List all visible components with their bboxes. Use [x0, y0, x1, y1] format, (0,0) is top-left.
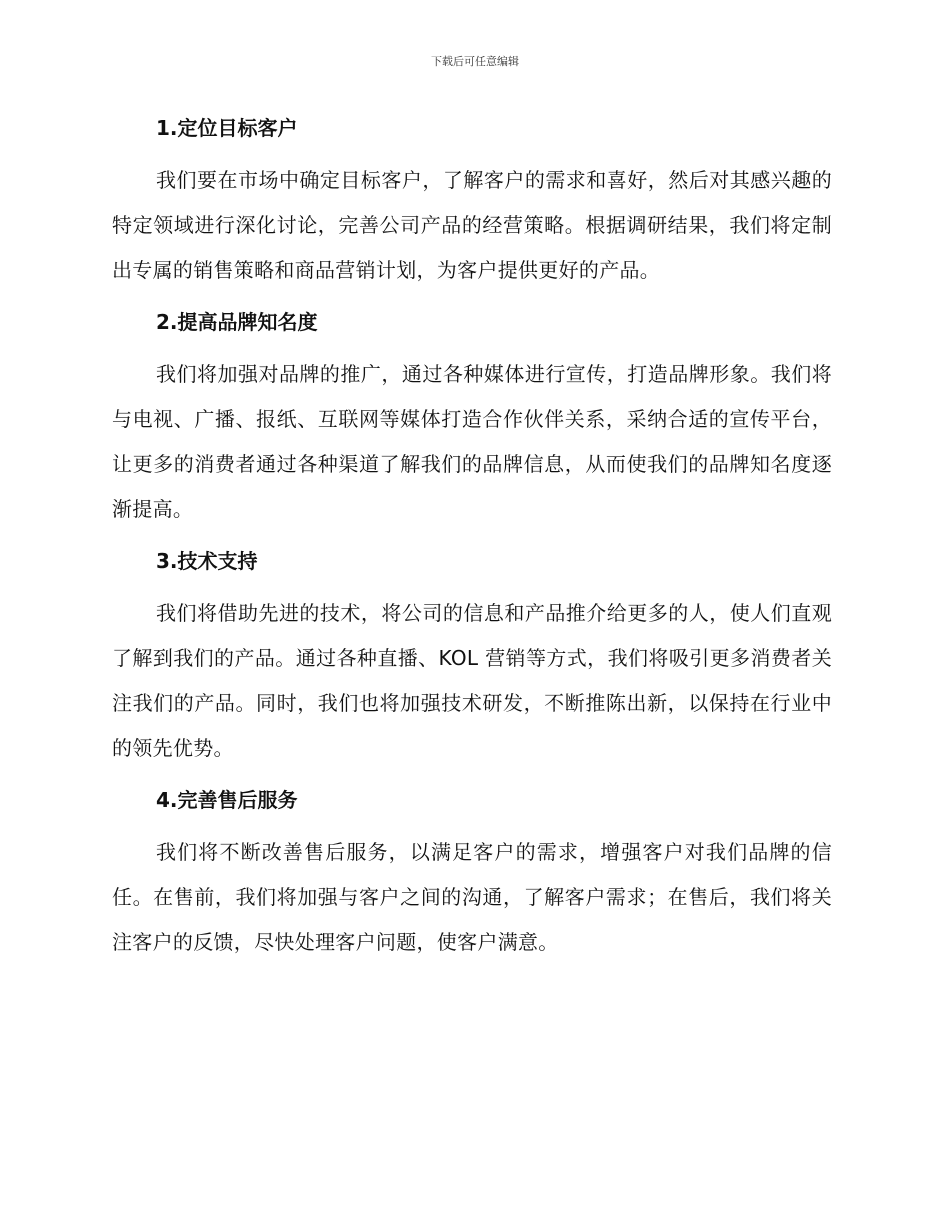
section-paragraph-4: 我们将不断改善售后服务，以满足客户的需求，增强客户对我们品牌的信任。在售前，我们将加强与客户之间的沟通，了解客户需求；在售后，我们将关注客户的反馈，尽快处理客户问题，使客户满意。 [112, 840, 832, 954]
spacer [112, 293, 832, 304]
section-paragraph-3: 我们将借助先进的技术，将公司的信息和产品推介给更多的人，使人们直观了解到我们的产品。通过各种直播、KOL 营销等方式，我们将吸引更多消费者关注我们的产品。同时，我们也将加强技术研发，不断推陈出新，以保持在行业中的领先优势。 [112, 601, 832, 760]
document-body [112, 110, 832, 965]
header-note: 下载后可任意编辑 [431, 55, 519, 68]
section-paragraph-2: 我们将加强对品牌的推广，通过各种媒体进行宣传，打造品牌形象。我们将与电视、广播、报纸、互联网等媒体打造合作伙伴关系，采纳合适的宣传平台，让更多的消费者通过各种渠道了解我们的品牌信息，从而使我们的品牌知名度逐渐提高。 [112, 362, 832, 521]
spacer [112, 579, 832, 591]
section-heading-2: 2.提高品牌知名度 [156, 310, 318, 334]
section-heading-3: 3.技术支持 [156, 549, 258, 573]
section-paragraph-1: 我们要在市场中确定目标客户，了解客户的需求和喜好，然后对其感兴趣的特定领域进行深化讨论，完善公司产品的经营策略。根据调研结果，我们将定制出专属的销售策略和商品营销计划，为客户提供更好的产品。 [112, 168, 832, 282]
spacer [112, 771, 832, 782]
section-heading-1: 1.定位目标客户 [156, 116, 298, 140]
spacer [112, 146, 832, 158]
spacer [112, 340, 832, 352]
spacer [112, 818, 832, 830]
spacer [112, 532, 832, 543]
section-heading-4: 4.完善售后服务 [156, 788, 298, 812]
